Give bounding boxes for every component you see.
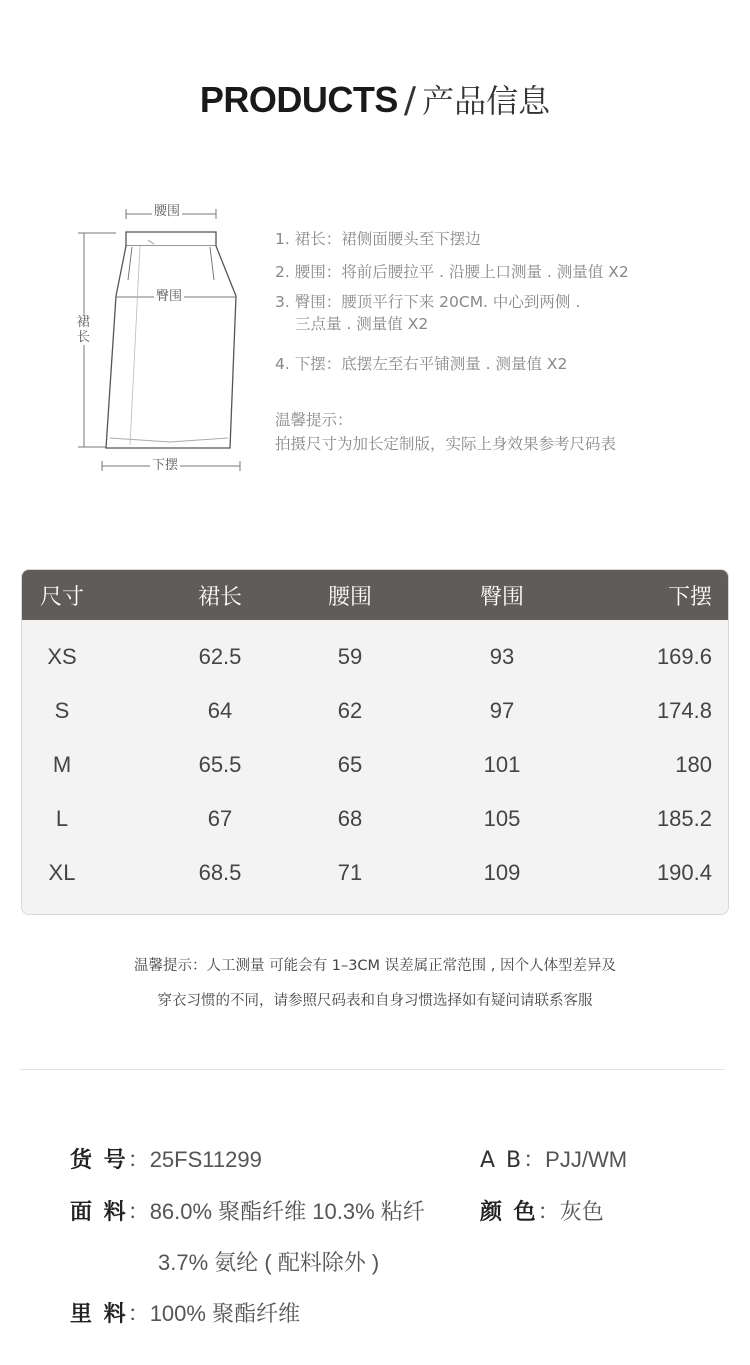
color-row [480, 1195, 604, 1226]
cell-hip: 109 [483, 860, 521, 885]
lining-colon: ： [127, 1302, 150, 1327]
cell-hem: 180 [675, 752, 712, 777]
fabric-colon: ： [127, 1200, 150, 1225]
table-row [22, 738, 728, 792]
note-length: 1. 裙长：裙侧面腰头至下摆边 [275, 230, 481, 248]
fabric-label: 面 料 [70, 1200, 128, 1225]
cell-hem: 169.6 [656, 644, 712, 669]
header-size: 尺寸 [40, 584, 85, 610]
fabric-row [70, 1195, 425, 1226]
measurement-notes [275, 228, 735, 455]
measurement-tip-line1: 温馨提示：人工测量 可能会有 1–3CM 误差属正常范围 , 因个人体型差异及 [134, 958, 616, 974]
cell-hem: 190.4 [656, 860, 712, 885]
header-hem: 下摆 [667, 584, 712, 610]
ab-label: A B [480, 1148, 524, 1173]
cell-waist: 65 [337, 752, 363, 777]
note-hip-cont: 三点量 . 测量值 X2 [295, 315, 429, 333]
skirt-illustration [70, 200, 260, 485]
ab-row [480, 1143, 627, 1174]
table-row [22, 792, 728, 846]
sku-row [70, 1143, 262, 1174]
waist-label: 腰围 [154, 204, 181, 219]
note-waist: 2. 腰围：将前后腰拉平 . 沿腰上口测量 . 测量值 X2 [275, 263, 629, 281]
color-colon: ： [537, 1200, 560, 1225]
cell-size: XS [47, 644, 77, 669]
fabric-value: 86.0% 聚酯纤维 10.3% 粘纤 [149, 1199, 425, 1224]
cell-hem: 174.8 [656, 698, 712, 723]
measurement-tip-line2: 穿衣习惯的不同，请参照尺码表和自身习惯选择如有疑问请联系客服 [157, 993, 593, 1009]
sku-value: 25FS11299 [149, 1147, 262, 1172]
sku-colon: ： [127, 1148, 150, 1173]
table-row [22, 684, 728, 738]
cell-hem: 185.2 [656, 806, 712, 831]
cell-size: S [54, 698, 70, 723]
cell-hip: 101 [483, 752, 521, 777]
lining-value: 100% 聚酯纤维 [149, 1301, 301, 1326]
section-divider [20, 1069, 725, 1070]
ab-value: PJJ/WM [545, 1147, 628, 1172]
header-length: 裙长 [197, 584, 242, 610]
color-value: 灰色 [559, 1199, 604, 1224]
note-hem: 4. 下摆：底摆左至右平铺测量 . 测量值 X2 [275, 355, 568, 373]
skirt-diagram [70, 200, 260, 485]
cell-hip: 93 [489, 644, 515, 669]
cell-length: 68.5 [198, 860, 242, 885]
fabric-value-2: 3.7% 氨纶 ( 配料除外 ) [158, 1250, 380, 1275]
cell-waist: 62 [337, 698, 363, 723]
length-label-1: 裙 [77, 315, 91, 330]
cell-hip: 105 [483, 806, 521, 831]
fabric-row-2 [158, 1246, 379, 1277]
size-table [21, 569, 729, 915]
cell-size: L [55, 806, 69, 831]
table-row [22, 846, 728, 900]
title-en: PRODUCTS [199, 79, 398, 120]
cell-length: 65.5 [198, 752, 242, 777]
ab-colon: ： [523, 1148, 546, 1173]
cell-length: 67 [207, 806, 233, 831]
cell-length: 62.5 [198, 644, 242, 669]
cell-size: M [52, 752, 72, 777]
page-title [0, 76, 750, 122]
header-hip: 臀围 [479, 584, 524, 610]
cell-hip: 97 [489, 698, 515, 723]
title-cn: 产品信息 [422, 82, 551, 120]
cell-length: 64 [207, 698, 233, 723]
lining-row [70, 1297, 300, 1328]
table-row [22, 630, 728, 684]
cell-size: XL [48, 860, 76, 885]
header-waist: 腰围 [327, 584, 372, 610]
cell-waist: 71 [337, 860, 363, 885]
tip-label: 温馨提示： [275, 411, 353, 429]
note-hip: 3. 臀围：腰顶平行下来 20CM. 中心到两侧 . [275, 293, 581, 311]
length-label-2: 长 [77, 330, 91, 345]
hip-label: 臀围 [156, 289, 183, 304]
cell-waist: 59 [337, 644, 363, 669]
tip-text: 拍摄尺寸为加长定制版，实际上身效果参考尺码表 [275, 435, 617, 453]
cell-waist: 68 [337, 806, 363, 831]
title-separator: / [403, 80, 417, 121]
color-label: 颜 色 [480, 1200, 538, 1225]
hem-label: 下摆 [152, 458, 179, 473]
table-header [22, 570, 728, 620]
sku-label: 货 号 [70, 1148, 128, 1173]
lining-label: 里 料 [70, 1302, 128, 1327]
